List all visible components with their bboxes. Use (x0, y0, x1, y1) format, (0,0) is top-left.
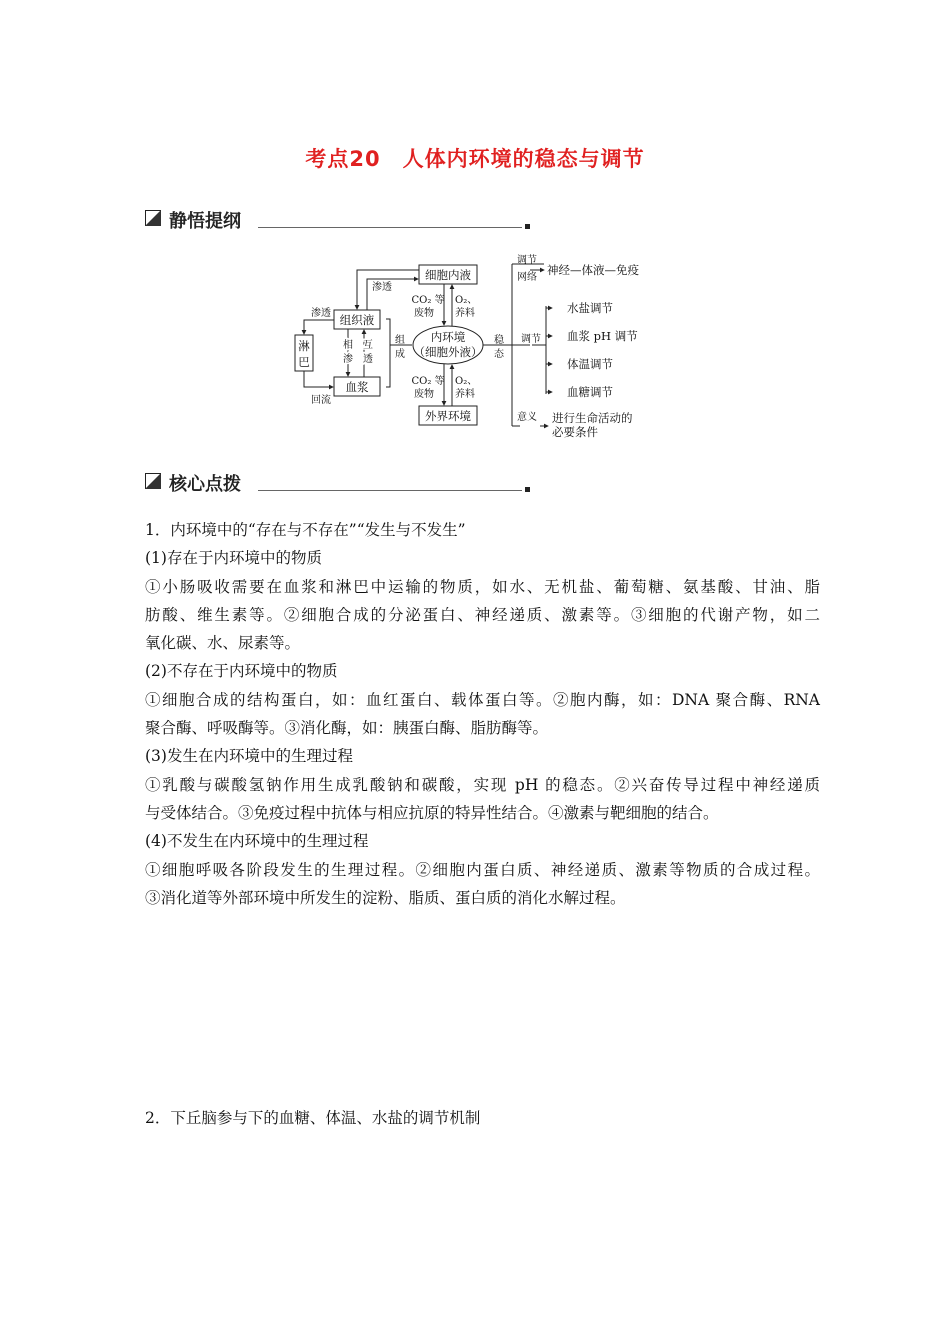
subheading-3: (3)发生在内环境中的生理过程 (145, 747, 353, 766)
reg-item-glucose: 血糖调节 (567, 385, 613, 399)
o2-bottom-2: 养料 (455, 389, 475, 400)
backflow-label: 回流 (311, 395, 331, 406)
section-title-outline: 静悟提纲 (169, 211, 241, 232)
o2-top-1: O₂、 (455, 295, 478, 306)
network-label-2: 网络 (517, 272, 537, 283)
co2-bottom-1: CO₂ 等 (411, 376, 445, 387)
co2-top-2: 废物 (414, 308, 434, 319)
title-number: 考点20 (305, 147, 381, 171)
inner-env-sublabel: （细胞外液） (413, 345, 483, 359)
o2-bottom-1: O₂、 (455, 376, 478, 387)
section-title-core: 核心点拨 (169, 474, 241, 495)
section-rule-end (525, 487, 530, 492)
external-label: 外界环境 (425, 409, 471, 423)
cell-fluid-label: 细胞内液 (425, 268, 471, 282)
paragraph-line: 与受体结合。③免疫过程中抗体与相应抗原的特异性结合。④激素与靶细胞的结合。 (145, 803, 719, 822)
mutual-label-a2: 渗 (343, 354, 353, 365)
section-rule-end (525, 224, 530, 229)
section-header-outline (145, 207, 530, 231)
core-points-body (145, 516, 820, 912)
section-marker-icon (145, 473, 161, 489)
paragraph-line: ③消化道等外部环境中所发生的淀粉、脂质、蛋白质的消化水解过程。 (145, 888, 626, 907)
paragraph-line: ①小肠吸收需要在血浆和淋巴中运输的物质，如水、无机盐、葡萄糖、氨基酸、甘油、脂 (145, 577, 820, 596)
section-header-core (145, 470, 530, 494)
title-text: 人体内环境的稳态与调节 (402, 147, 645, 171)
o2-top-2: 养料 (455, 308, 475, 319)
co2-bottom-2: 废物 (414, 389, 434, 400)
inner-env-label: 内环境 (430, 330, 466, 344)
subheading-4: (4)不发生在内环境中的生理过程 (145, 832, 369, 851)
network-item-label: 神经—体液—免疫 (547, 263, 639, 277)
network-label-1: 调节 (517, 255, 537, 266)
section-marker-icon (145, 210, 161, 226)
regulate-label: 调节 (521, 334, 541, 345)
section-rule (258, 227, 522, 228)
reg-item-ph: 血浆 pH 调节 (567, 329, 638, 343)
inner-environment-diagram (290, 250, 670, 445)
plasma-label: 血浆 (345, 380, 369, 394)
tissue-fluid-label: 组织液 (339, 313, 375, 327)
steady-label-1: 稳 (494, 335, 504, 346)
paragraph-line: ①细胞呼吸各阶段发生的生理过程。②细胞内蛋白质、神经递质、激素等物质的合成过程。 (145, 860, 820, 879)
steady-label-2: 态 (494, 349, 504, 360)
meaning-label: 意义 (517, 412, 537, 423)
meaning-item-2: 必要条件 (552, 425, 598, 439)
page-title (0, 143, 950, 173)
mutual-label-b1: 互 (363, 340, 373, 351)
paragraph-line: 氧化碳、水、尿素等。 (145, 634, 301, 653)
core-points-body-2 (145, 1104, 820, 1132)
co2-top-1: CO₂ 等 (411, 295, 445, 306)
paragraph-line: 聚合酶、呼吸酶等。③消化酶，如：胰蛋白酶、脂肪酶等。 (145, 719, 549, 738)
lymph-label-2: 巴 (298, 355, 310, 369)
subheading-2: (2)不存在于内环境中的物质 (145, 662, 338, 681)
heading-2: 2．下丘脑参与下的血糖、体温、水盐的调节机制 (145, 1109, 481, 1127)
section-rule (258, 490, 522, 491)
paragraph-line: ①乳酸与碳酸氢钠作用生成乳酸钠和碳酸，实现 pH 的稳态。②兴奋传导过程中神经递质 (145, 775, 820, 794)
reg-item-water: 水盐调节 (567, 301, 613, 315)
osmosis-top-label: 渗透 (372, 282, 392, 293)
compose-label-2: 成 (395, 349, 405, 360)
osmosis-left-label: 渗透 (311, 308, 331, 319)
compose-label-1: 组 (395, 335, 405, 346)
subheading-1: (1)存在于内环境中的物质 (145, 549, 322, 568)
meaning-item-1: 进行生命活动的 (552, 411, 633, 425)
lymph-label-1: 淋 (298, 339, 310, 353)
mutual-label-b2: 透 (363, 354, 373, 365)
paragraph-line: ①细胞合成的结构蛋白，如：血红蛋白、载体蛋白等。②胞内酶，如：DNA 聚合酶、RNA (145, 690, 820, 709)
heading-1: 1．内环境中的“存在与不存在”“发生与不发生” (145, 521, 466, 539)
paragraph-line: 肪酸、维生素等。②细胞合成的分泌蛋白、神经递质、激素等。③细胞的代谢产物，如二 (145, 605, 820, 624)
reg-item-temperature: 体温调节 (567, 357, 613, 371)
mutual-label-a1: 相 (343, 340, 353, 351)
